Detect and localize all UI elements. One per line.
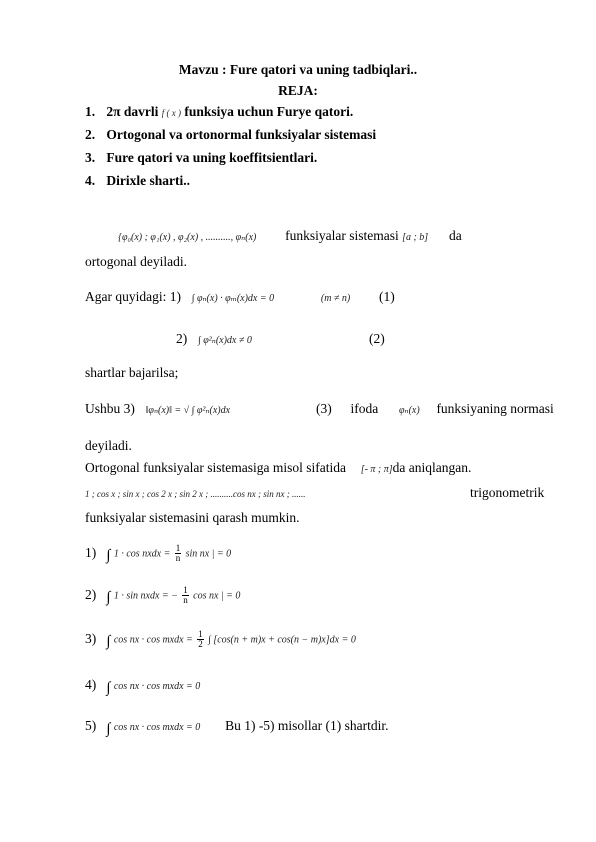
example-number: 3) <box>85 630 97 646</box>
example-formula: 1 · sin nxdx = − <box>113 590 178 602</box>
function-formula: φₙ(x) <box>399 405 420 416</box>
integral-icon: ∫ <box>106 680 111 696</box>
equation-label: (1) <box>378 289 395 304</box>
example-4 <box>85 677 200 696</box>
norm-prefix: Ushbu 3) <box>85 401 135 416</box>
condition-prefix: 2) <box>176 331 188 346</box>
interval-formula: [- π ; π] <box>360 464 393 475</box>
plan-item-1 <box>85 104 353 121</box>
system-tail: da <box>448 228 462 243</box>
equation-label: (3) <box>316 401 332 416</box>
final-text: Bu 1) -5) misollar (1) shartdir. <box>225 718 389 733</box>
equation-label: (2) <box>369 331 385 346</box>
system-line <box>118 228 462 246</box>
example-3 <box>85 630 356 650</box>
example-result: ∫ [cos(n + m)x + cos(n − m)x]dx = 0 <box>208 634 356 646</box>
norm-line <box>85 401 230 419</box>
fraction: $\frac{1}{n}$ <box>175 543 181 563</box>
deyiladi-text: deyiladi. <box>85 438 132 453</box>
norm-formula: ‖φₙ(x)‖ = √ ∫ φ²ₙ(x)dx <box>145 405 231 416</box>
plan-item-text: funksiya uchun Furye qatori. <box>181 104 354 119</box>
trig-system-line <box>85 485 305 502</box>
plan-item-number: 3. <box>85 150 96 165</box>
condition-2 <box>176 331 252 349</box>
trig-system-formula: 1 ; cos x ; sin x ; cos 2 x ; sin 2 x ; ..........cos nx ; sin nx ; ...... <box>85 489 306 499</box>
integral-icon: ∫ <box>106 721 111 737</box>
plan-item-formula: f ( x ) <box>161 108 182 118</box>
page-title: Mavzu : Fure qatori va uning tadbiqlari.. <box>178 62 418 77</box>
fraction: $\frac{1}{2}$ <box>198 629 203 649</box>
condition-1 <box>85 289 395 307</box>
plan-item-2 <box>85 127 376 143</box>
plan-item-text: Fure qatori va uning koeffitsientlari. <box>106 150 318 165</box>
example-number: 5) <box>85 718 97 733</box>
plan-item-4 <box>85 173 190 189</box>
integral-icon: ∫ <box>106 589 111 606</box>
system-text: funksiyalar sistemasi <box>285 228 399 243</box>
example-result: cos nx | = 0 <box>193 590 241 602</box>
ortogonal-text: ortogonal deyiladi. <box>85 254 187 269</box>
integral-icon: ∫ <box>106 633 111 650</box>
plan-item-text: 2π davrli <box>106 104 162 119</box>
plan-item-3 <box>85 150 317 166</box>
example-2 <box>85 586 240 606</box>
plan-item-number: 2. <box>85 127 96 142</box>
example-formula: 1 · cos nxdx = <box>113 548 171 560</box>
example-number: 2) <box>85 586 97 602</box>
interval-formula: [a ; b] <box>402 232 429 243</box>
trig-system-text: funksiyalar sistemasini qarash mumkin. <box>85 510 300 525</box>
norm-tail-text: funksiyaning normasi <box>436 401 554 416</box>
shartlar-text: shartlar bajarilsa; <box>85 365 179 380</box>
plan-item-text: Ortogonal va ortonormal funksiyalar sistemasi <box>106 127 377 142</box>
plan-item-text: Dirixle sharti.. <box>106 173 190 188</box>
example-formula: cos nx · cos mxdx = <box>113 634 193 646</box>
example-formula: cos nx · cos mxdx = 0 <box>113 681 201 692</box>
example-1 <box>85 544 231 564</box>
plan-item-number: 1. <box>85 104 96 119</box>
nonzero-norm-formula: ∫ φ²ₙ(x)dx ≠ 0 <box>198 335 252 346</box>
example-5 <box>85 718 389 737</box>
condition-note: (m ≠ n) <box>320 293 351 304</box>
orthogonality-formula: ∫ φₙ(x) · φₘ(x)dx = 0 <box>191 293 275 304</box>
example-result: sin nx | = 0 <box>185 548 232 560</box>
example-formula: cos nx · cos mxdx = 0 <box>113 722 201 733</box>
example-intro <box>85 460 471 478</box>
example-intro-text: Ortogonal funksiyalar sistemasiga misol sifatida <box>85 460 346 475</box>
fraction: $\frac{1}{n}$ <box>183 585 188 605</box>
plan-heading: REJA: <box>278 83 318 98</box>
trig-tail: trigonometrik <box>470 485 545 500</box>
integral-icon: ∫ <box>106 547 111 564</box>
ifoda-text: ifoda <box>350 401 379 416</box>
example-number: 1) <box>85 544 97 560</box>
example-intro-tail: da aniqlangan. <box>392 460 472 475</box>
condition-prefix: Agar quyidagi: 1) <box>85 289 181 304</box>
plan-item-number: 4. <box>85 173 96 188</box>
norm-line-tail <box>316 401 554 419</box>
function-system-formula: {φ₀(x) ; φ₁(x) , φ₂(x) , .........., φₙ(x) <box>118 232 257 243</box>
example-number: 4) <box>85 677 97 692</box>
